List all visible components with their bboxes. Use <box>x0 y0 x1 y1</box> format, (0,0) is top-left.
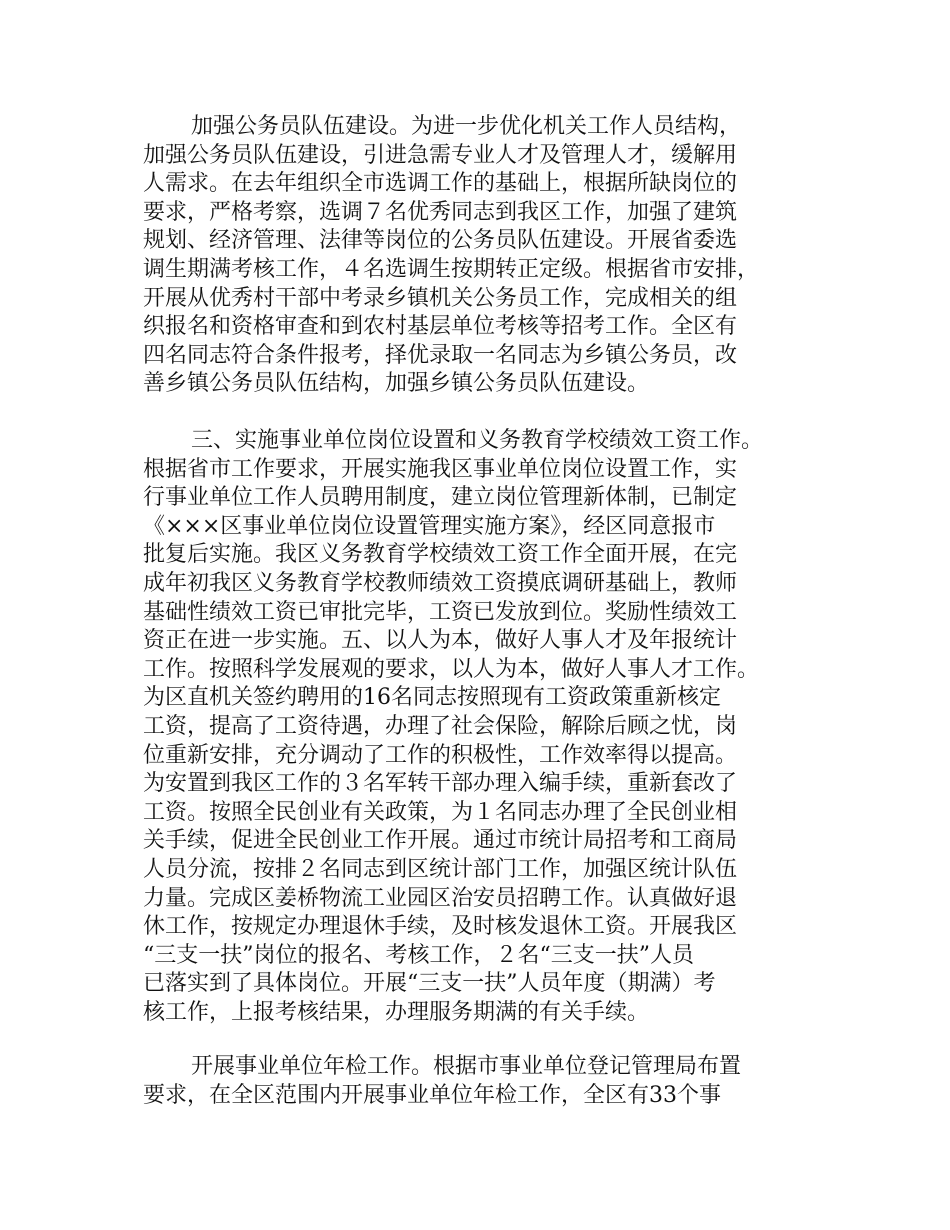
text-line: 力量。完成区姜桥物流工业园区治安员招聘工作。认真做好退 <box>143 885 738 911</box>
text-line: 核工作，上报考核结果，办理服务期满的有关手续。 <box>143 999 650 1025</box>
text-line: 工作。按照科学发展观的要求，以人为本，做好人事人才工作。 <box>143 656 760 682</box>
text-line: 加强公务员队伍建设，引进急需专业人才及管理人才，缓解用 <box>143 142 738 168</box>
text-line: 已落实到了具体岗位。开展“三支一扶”人员年度（期满）考 <box>143 971 716 997</box>
text-line: 开展从优秀村干部中考录乡镇机关公务员工作，完成相关的组 <box>143 285 738 311</box>
text-line: 加强公务员队伍建设。为进一步优化机关工作人员结构， <box>191 114 742 139</box>
text-line: 工资。按照全民创业有关政策，为１名同志办理了全民创业相 <box>143 799 738 825</box>
text-line: 要求，在全区范围内开展事业单位年检工作，全区有33个事 <box>143 1082 721 1108</box>
text-line: 工资，提高了工资待遇，办理了社会保险，解除后顾之忧，岗 <box>143 713 738 739</box>
text-line: 《×××区事业单位岗位设置管理实施方案》，经区同意报市 <box>143 513 716 539</box>
text-line: 人需求。在去年组织全市选调工作的基础上，根据所缺岗位的 <box>143 171 738 197</box>
text-line: 成年初我区义务教育学校教师绩效工资摸底调研基础上，教师 <box>143 570 738 596</box>
text-line: 行事业单位工作人员聘用制度，建立岗位管理新体制，已制定 <box>143 485 738 511</box>
text-line: 关手续，促进全民创业工作开展。通过市统计局招考和工商局 <box>143 828 738 854</box>
text-line: 根据省市工作要求，开展实施我区事业单位岗位设置工作，实 <box>143 456 738 482</box>
text-line: 三、实施事业单位岗位设置和义务教育学校绩效工资工作。 <box>191 428 764 453</box>
text-line: 基础性绩效工资已审批完毕，工资已发放到位。奖励性绩效工 <box>143 599 738 625</box>
text-line: 善乡镇公务员队伍结构，加强乡镇公务员队伍建设。 <box>143 371 650 397</box>
paragraph-civil-servant-team <box>143 113 823 399</box>
paragraph-annual-inspection <box>143 1053 823 1110</box>
text-line: 批复后实施。我区义务教育学校绩效工资工作全面开展，在完 <box>143 542 738 568</box>
text-line: “三支一扶”岗位的报名、考核工作，２名“三支一扶”人员 <box>143 942 694 968</box>
text-line: 资正在进一步实施。五、以人为本，做好人事人才及年报统计 <box>143 628 738 654</box>
text-line: 为区直机关签约聘用的16名同志按照现有工资政策重新核定 <box>143 685 721 711</box>
text-line: 人员分流，按排２名同志到区统计部门工作，加强区统计队伍 <box>143 856 738 882</box>
text-line: 调生期满考核工作，４名选调生按期转正定级。根据省市安排， <box>143 256 760 282</box>
text-line: 开展事业单位年检工作。根据市事业单位登记管理局布置 <box>191 1054 742 1079</box>
text-line: 四名同志符合条件报考，择优录取一名同志为乡镇公务员，改 <box>143 342 738 368</box>
text-line: 要求，严格考察，选调７名优秀同志到我区工作，加强了建筑 <box>143 199 738 225</box>
text-line: 织报名和资格审查和到农村基层单位考核等招考工作。全区有 <box>143 314 738 340</box>
text-line: 位重新安排，充分调动了工作的积极性，工作效率得以提高。 <box>143 742 738 768</box>
text-line: 规划、经济管理、法律等岗位的公务员队伍建设。开展省委选 <box>143 228 738 254</box>
paragraph-post-setting-and-performance-pay <box>143 427 823 1027</box>
text-line: 为安置到我区工作的３名军转干部办理入编手续，重新套改了 <box>143 771 738 797</box>
text-line: 休工作，按规定办理退休手续，及时核发退休工资。开展我区 <box>143 914 738 940</box>
